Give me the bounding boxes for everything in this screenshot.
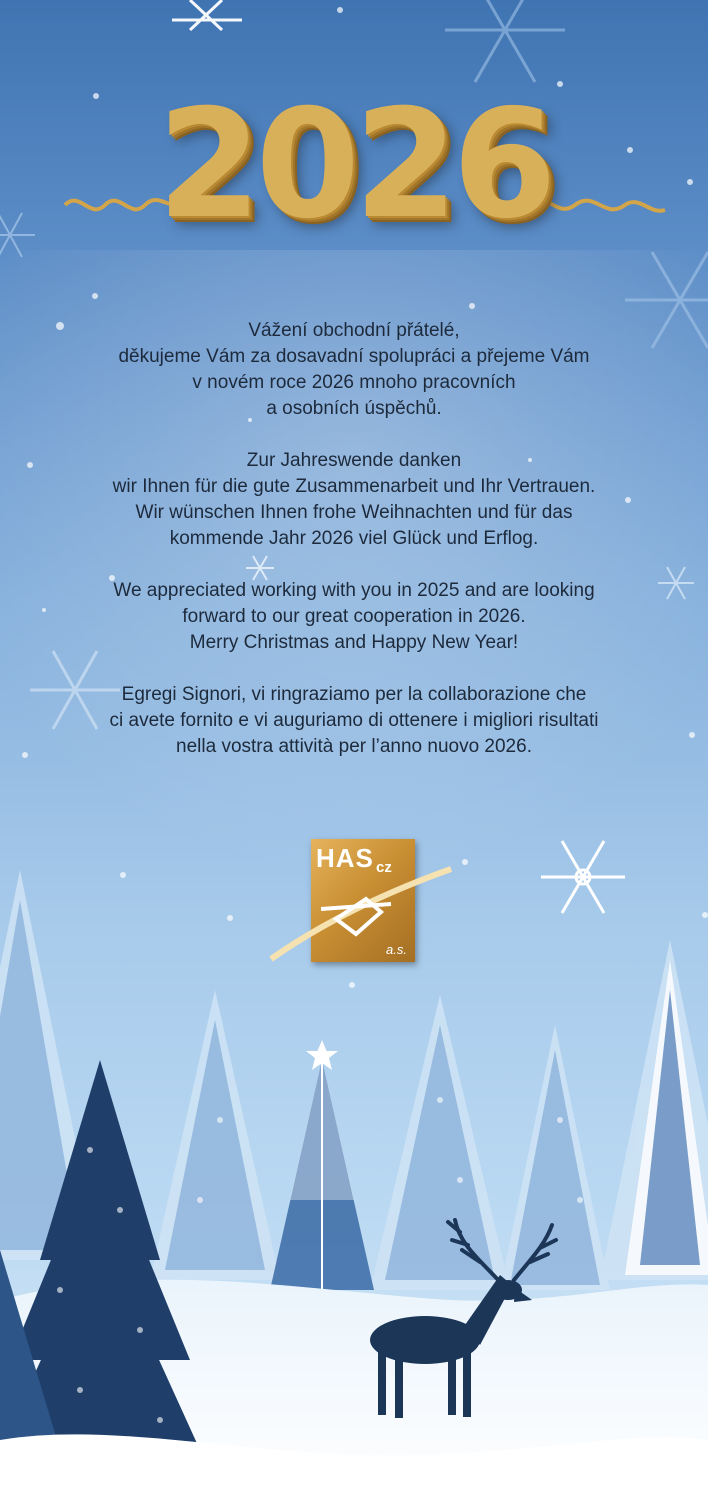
snowflake-icon xyxy=(172,0,242,30)
christmas-tree xyxy=(270,1060,374,1300)
message-english: We appreciated working with you in 2025 and are looking forward to our great cooperation in 2026. Merry Christmas and Happy New Year! xyxy=(113,580,595,653)
year-banner xyxy=(0,60,708,260)
company-logo xyxy=(311,839,415,962)
message-german: Zur Jahreswende danken wir Ihnen für die gute Zusammenarbeit und Ihr Vertrauen. Wir wünschen Ihnen frohe Weihnachten und für das kommende Jahr 2026 viel Glück und Erflog. xyxy=(112,450,596,549)
logo-mark xyxy=(261,864,461,964)
message-czech: Vážení obchodní přátelé, děkujeme Vám za dosavadní spolupráci a přejeme Vám v novém roce 2026 mnoho pracovních a osobních úspěchů. xyxy=(118,320,590,419)
logo-name: HAS xyxy=(316,843,374,873)
year-title: 2026 xyxy=(157,78,551,252)
greeting-messages xyxy=(0,318,708,786)
message-italian: Egregi Signori, vi ringraziamo per la collaborazione che ci avete fornito e vi auguriamo di ottenere i migliori risultati nella vostra attività per l’anno nuovo 2026. xyxy=(109,684,599,757)
logo-legal: a.s. xyxy=(386,942,407,957)
logo-suffix: cz xyxy=(376,859,392,876)
